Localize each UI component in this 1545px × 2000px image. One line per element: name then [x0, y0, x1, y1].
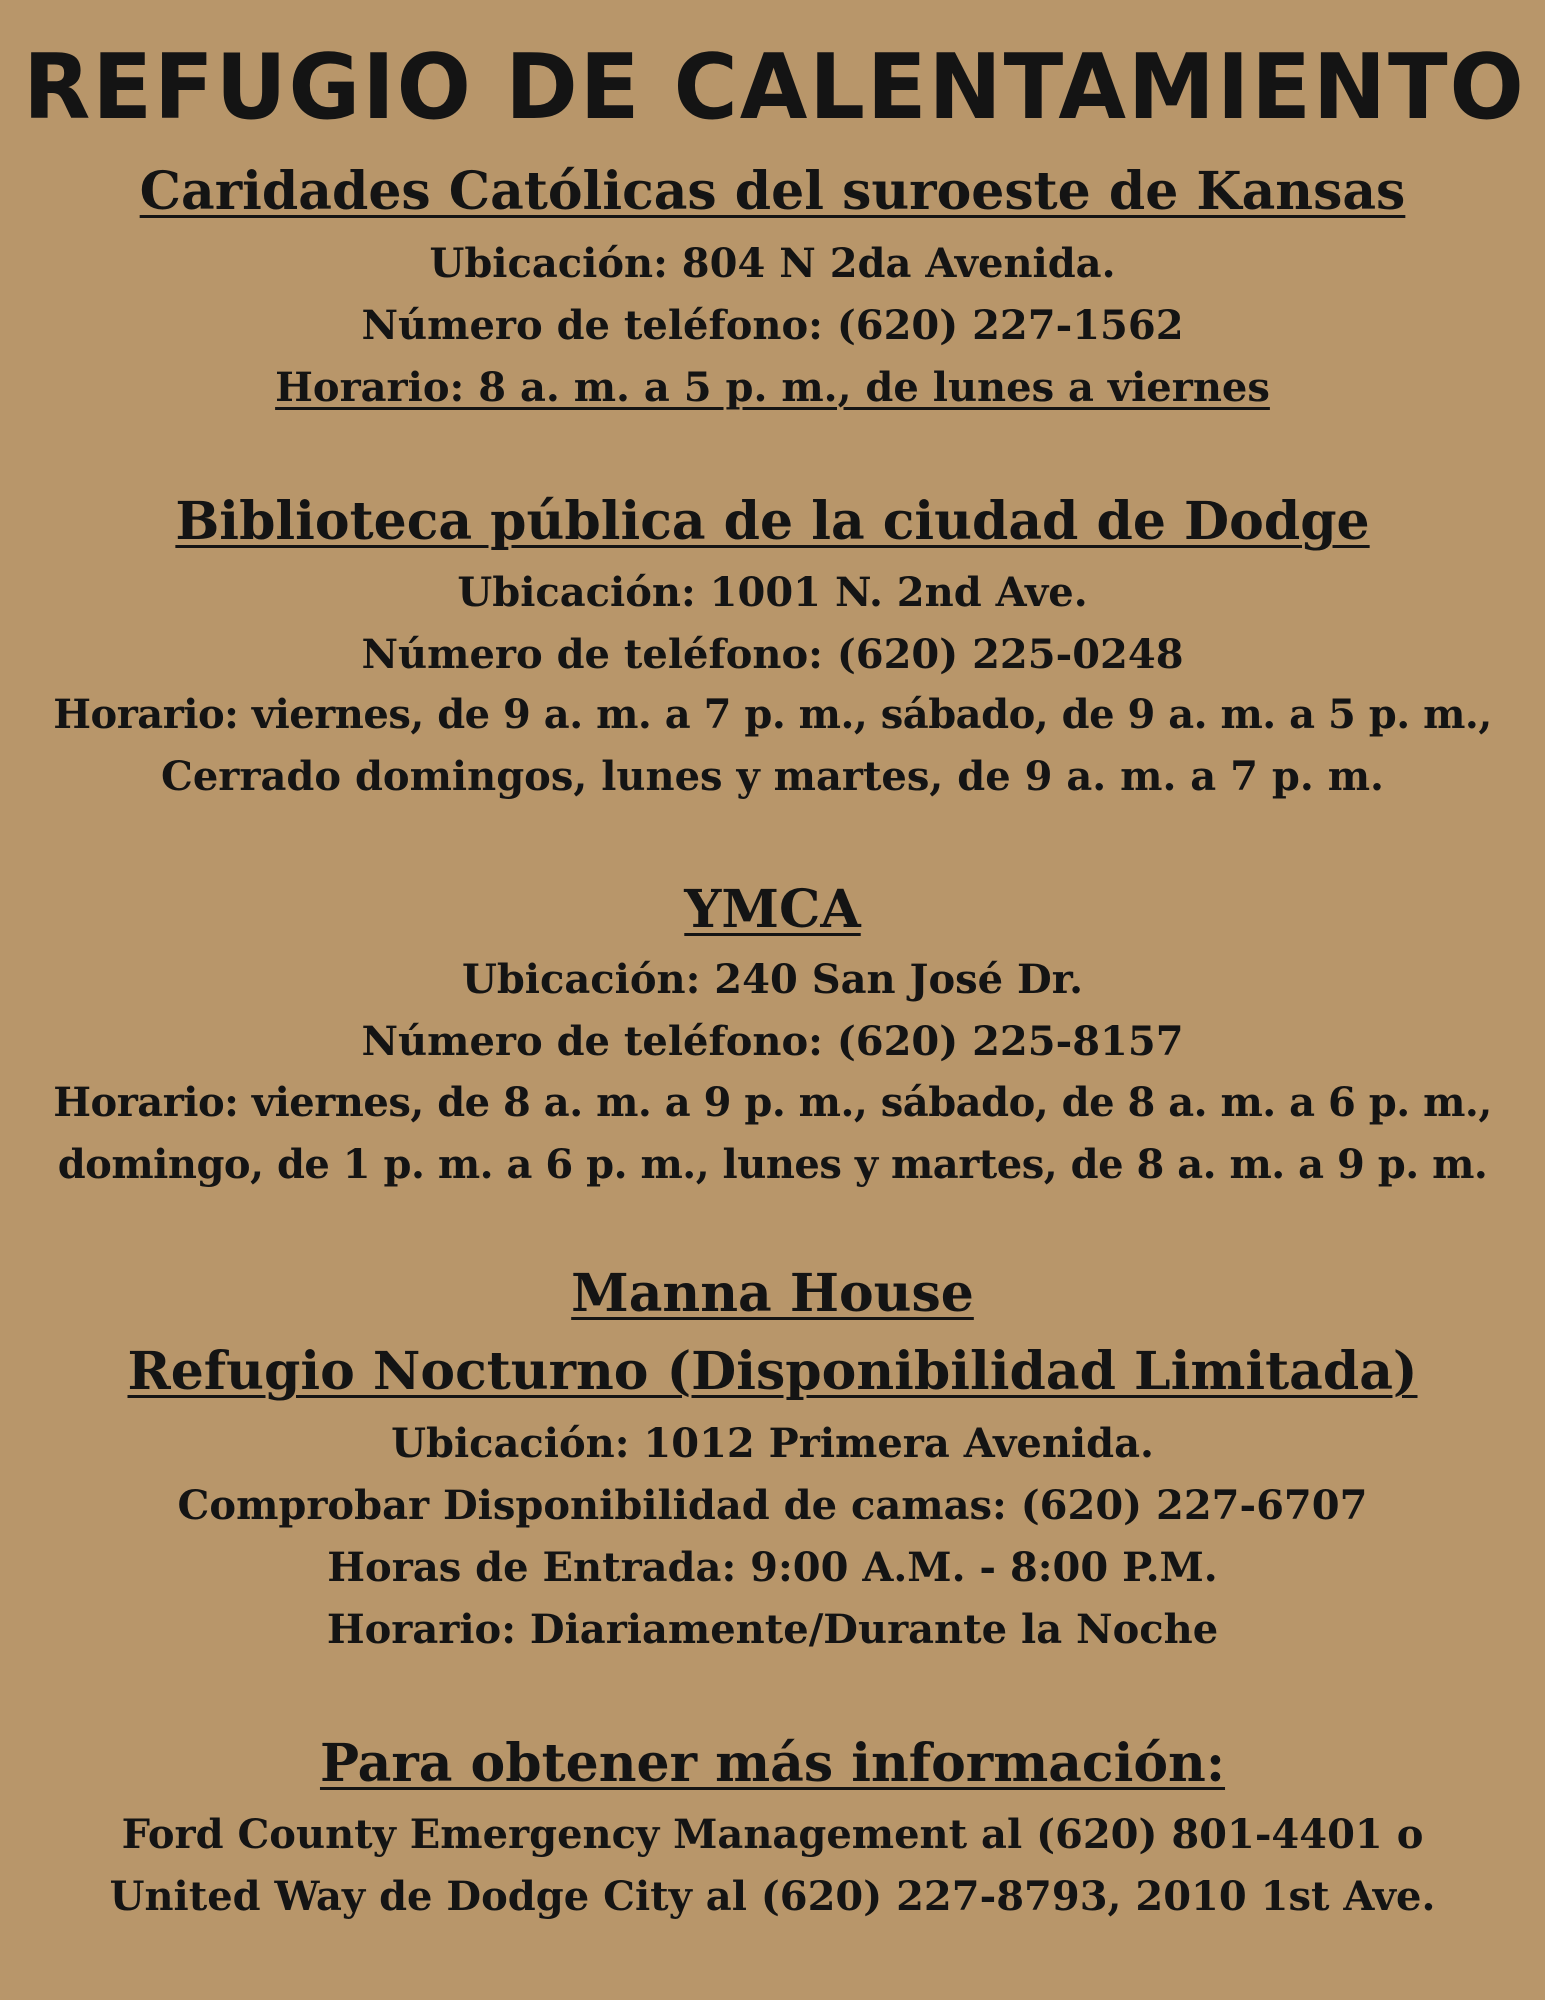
- ymca-phone: Número de teléfono: (620) 225-8157: [361, 1018, 1184, 1065]
- manna-house-subtitle: Refugio Nocturno (Disponibilidad Limitada): [127, 1341, 1418, 1402]
- ymca-hours-line-1: Horario: viernes, de 8 a. m. a 9 p. m., sábado, de 8 a. m. a 6 p. m.,: [53, 1079, 1492, 1126]
- library-heading: Biblioteca pública de la ciudad de Dodge: [175, 491, 1370, 552]
- library-hours-line-2: Cerrado domingos, lunes y martes, de 9 a. m. a 7 p. m.: [161, 753, 1384, 800]
- catholic-charities-heading: Caridades Católicas del suroeste de Kansas: [139, 161, 1406, 222]
- library-location: Ubicación: 1001 N. 2nd Ave.: [457, 569, 1088, 616]
- manna-house-location: Ubicación: 1012 Primera Avenida.: [391, 1420, 1154, 1467]
- catholic-charities-hours: Horario: 8 a. m. a 5 p. m., de lunes a viernes: [275, 364, 1270, 411]
- manna-house-hours: Horario: Diariamente/Durante la Noche: [326, 1606, 1219, 1653]
- catholic-charities-location: Ubicación: 804 N 2da Avenida.: [429, 240, 1116, 287]
- ymca-heading: YMCA: [684, 879, 861, 940]
- more-info-line-1: Ford County Emergency Management al (620) 801-4401 o: [121, 1811, 1424, 1858]
- page-title: REFUGIO DE CALENTAMIENTO: [23, 35, 1526, 140]
- manna-house-entry-hours: Horas de Entrada: 9:00 A.M. - 8:00 P.M.: [327, 1544, 1218, 1591]
- ymca-location: Ubicación: 240 San José Dr.: [461, 956, 1084, 1003]
- library-phone: Número de teléfono: (620) 225-0248: [361, 631, 1184, 678]
- manna-house-heading: Manna House: [571, 1263, 974, 1324]
- library-hours-line-1: Horario: viernes, de 9 a. m. a 7 p. m., sábado, de 9 a. m. a 5 p. m.,: [53, 691, 1492, 738]
- ymca-hours-line-2: domingo, de 1 p. m. a 6 p. m., lunes y martes, de 8 a. m. a 9 p. m.: [57, 1141, 1488, 1188]
- more-info-heading: Para obtener más información:: [319, 1733, 1226, 1794]
- manna-house-beds-phone: Comprobar Disponibilidad de camas: (620) 227-6707: [177, 1482, 1368, 1529]
- more-info-line-2: United Way de Dodge City al (620) 227-8793, 2010 1st Ave.: [109, 1873, 1436, 1920]
- catholic-charities-phone: Número de teléfono: (620) 227-1562: [361, 302, 1184, 349]
